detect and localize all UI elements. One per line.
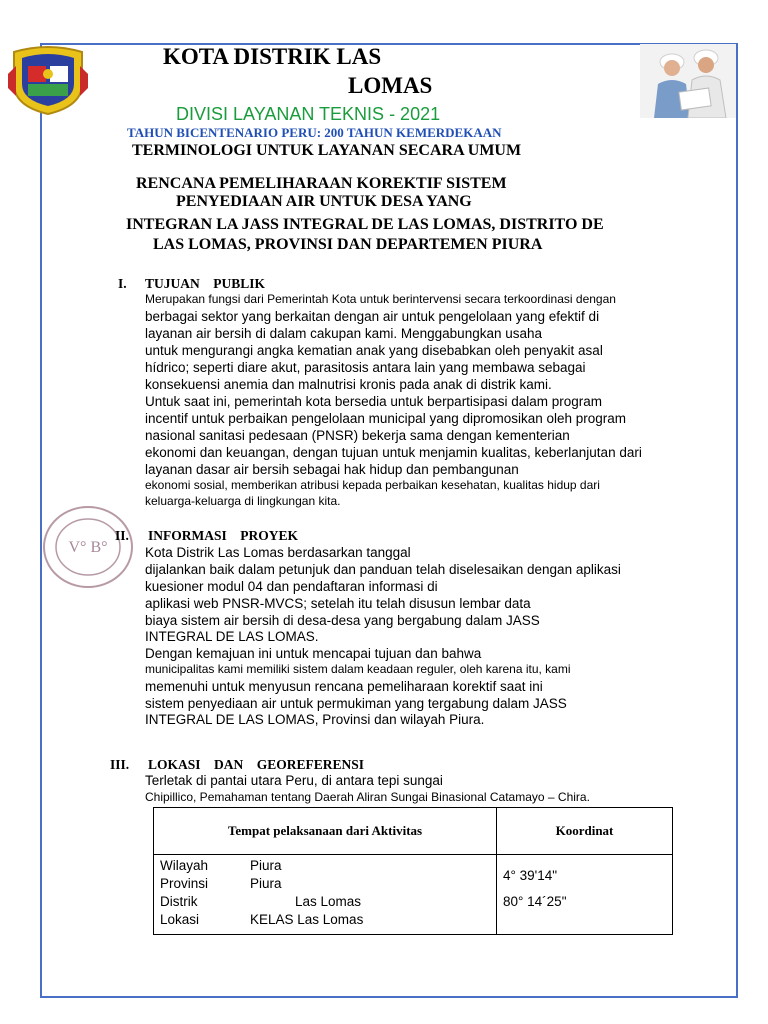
section-2-line: INTEGRAL DE LAS LOMAS, Provinsi dan wilayah Piura. bbox=[145, 712, 485, 727]
section-2-line: memenuhi untuk menyusun rencana pemeliharaan korektif saat ini bbox=[145, 679, 543, 694]
section-1-line: Untuk saat ini, pemerintah kota bersedia untuk berpartisipasi dalam program bbox=[145, 394, 602, 409]
section-2-title: INFORMASI PROYEK bbox=[148, 528, 299, 543]
section-1-line: incentif untuk perbaikan pengelolaan municipal yang dipromosikan oleh program bbox=[145, 411, 627, 426]
section-1-line: hídrico; seperti diare akut, parasitosis antara lain yang membawa sebagai bbox=[145, 360, 586, 375]
division-title: DIVISI LAYANAN TEKNIS - 2021 bbox=[176, 104, 441, 124]
engineers-photo-icon bbox=[640, 44, 736, 118]
table-row bbox=[160, 857, 490, 875]
section-1-line: untuk mengurangi angka kematian anak yang disebabkan oleh penyakit asal bbox=[145, 343, 603, 358]
row-label: Distrik bbox=[160, 894, 198, 909]
table-header-coordinates: Koordinat bbox=[497, 808, 673, 855]
table-row bbox=[160, 911, 490, 929]
section-3-line: Chipillico, Pemahaman tentang Daerah Aliran Sungai Binasional Catamayo – Chira. bbox=[145, 790, 590, 804]
row-value: Las Lomas bbox=[295, 894, 362, 909]
row-label: Provinsi bbox=[160, 876, 209, 891]
table-row bbox=[160, 893, 490, 911]
location-cell bbox=[154, 855, 497, 935]
section-2-line: dijalankan baik dalam petunjuk dan panduan telah diselesaikan dengan aplikasi bbox=[145, 562, 621, 577]
terminology-heading: TERMINOLOGI UNTUK LAYANAN SECARA UMUM bbox=[132, 142, 522, 159]
plan-title-line: LAS LOMAS, PROVINSI DAN DEPARTEMEN PIURA bbox=[153, 236, 543, 253]
section-2-line: municipalitas kami memiliki sistem dalam keadaan reguler, oleh karena itu, kami bbox=[145, 662, 571, 676]
section-1-number: I. bbox=[118, 276, 127, 291]
section-1-line: keluarga-keluarga di lingkungan kita. bbox=[145, 494, 341, 508]
stamp-text: V° B° bbox=[68, 539, 108, 556]
title-line-2: LOMAS bbox=[348, 73, 433, 98]
municipal-crest-icon bbox=[6, 44, 90, 116]
coordinate-latitude: 4° 39'14" bbox=[503, 868, 558, 883]
plan-title-line: INTEGRAN LA JASS INTEGRAL DE LAS LOMAS, DISTRITO DE bbox=[126, 216, 604, 233]
table-header-location: Tempat pelaksanaan dari Aktivitas bbox=[154, 808, 497, 855]
row-value: Piura bbox=[250, 876, 282, 891]
title-line-1: KOTA DISTRIK LAS bbox=[163, 44, 382, 69]
table-row bbox=[160, 875, 490, 893]
section-3-number: III. bbox=[110, 757, 130, 772]
row-value: Piura bbox=[250, 858, 282, 873]
section-1-line: ekonomi dan keuangan, dengan tujuan untuk menjamin kualitas, keberlanjutan dari bbox=[145, 445, 642, 460]
section-3-line: Terletak di pantai utara Peru, di antara tepi sungai bbox=[145, 773, 443, 788]
section-2-line: Dengan kemajuan ini untuk mencapai tujuan dan bahwa bbox=[145, 646, 482, 661]
section-2-number: II. bbox=[115, 528, 129, 543]
section-1-line: berbagai sektor yang berkaitan dengan air untuk pengelolaan yang efektif di bbox=[145, 309, 600, 324]
section-1-line: konsekuensi anemia dan malnutrisi kronis pada anak di distrik kami. bbox=[145, 377, 552, 392]
section-2-line: aplikasi web PNSR-MVCS; setelah itu telah disusun lembar data bbox=[145, 596, 531, 611]
coordinate-longitude: 80° 14´25" bbox=[503, 894, 567, 909]
section-1-title: TUJUAN PUBLIK bbox=[145, 276, 266, 291]
section-1-line: layanan dasar air bersih sebagai hak hidup dan pembangunan bbox=[145, 462, 519, 477]
section-2-line: sistem penyediaan air untuk permukiman yang tergabung dalam JASS bbox=[145, 696, 567, 711]
bicentenario-banner: TAHUN BICENTENARIO PERU: 200 TAHUN KEMERDEKAAN bbox=[127, 125, 502, 140]
section-2-line: INTEGRAL DE LAS LOMAS. bbox=[145, 629, 319, 644]
section-1-line: ekonomi sosial, memberikan atribusi kepada perbaikan kesehatan, kualitas hidup dari bbox=[145, 478, 600, 492]
location-table bbox=[153, 807, 673, 935]
row-label: Wilayah bbox=[160, 858, 209, 873]
row-value: KELAS Las Lomas bbox=[250, 912, 364, 927]
approval-stamp-icon bbox=[40, 502, 136, 592]
section-2-line: biaya sistem air bersih di desa-desa yang bergabung dalam JASS bbox=[145, 613, 540, 628]
section-3-title: LOKASI DAN GEOREFERENSI bbox=[148, 757, 365, 772]
section-1-line: nasional sanitasi pedesaan (PNSR) bekerja sama dengan kementerian bbox=[145, 428, 570, 443]
plan-title-line: RENCANA PEMELIHARAAN KOREKTIF SISTEM bbox=[136, 175, 507, 192]
section-2-line: Kota Distrik Las Lomas berdasarkan tanggal bbox=[145, 545, 411, 560]
section-1-line: layanan air bersih di dalam cakupan kami. Menggabungkan usaha bbox=[145, 326, 543, 341]
plan-title-line: PENYEDIAAN AIR UNTUK DESA YANG bbox=[176, 193, 472, 210]
section-1-line: Merupakan fungsi dari Pemerintah Kota untuk berintervensi secara terkoordinasi dengan bbox=[145, 292, 616, 306]
coordinates-cell bbox=[497, 855, 673, 935]
row-label: Lokasi bbox=[160, 912, 200, 927]
section-2-line: kuesioner modul 04 dan pendaftaran informasi di bbox=[145, 579, 438, 594]
